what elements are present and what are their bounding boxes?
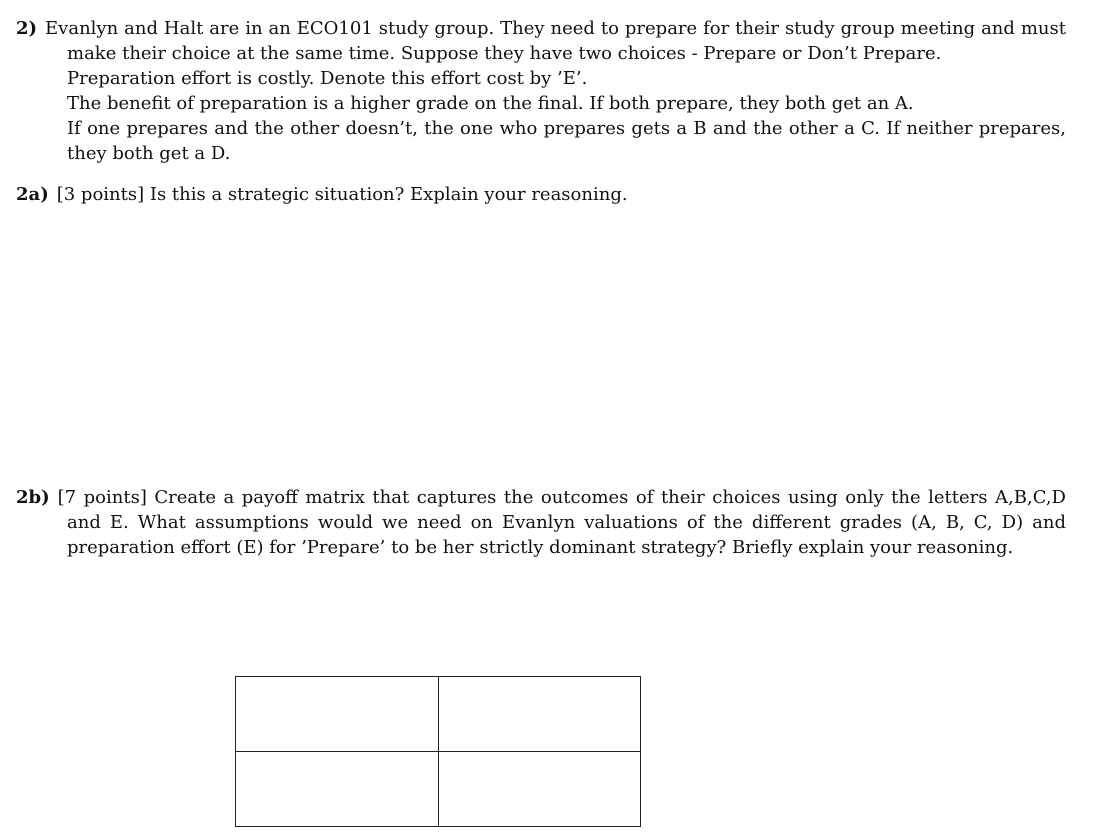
- payoff-matrix-row: [236, 752, 641, 827]
- payoff-matrix-cell[interactable]: [438, 752, 641, 827]
- payoff-matrix-cell[interactable]: [236, 752, 439, 827]
- payoff-matrix-cell[interactable]: [236, 677, 439, 752]
- question-2-line-1: Evanlyn and Halt are in an ECO101 study group. They need to prepare for their study group meeting and must make their choice at the same time. Suppose they have two choices - Prepare or Don’t Prepare.: [45, 18, 1066, 64]
- question-2a: [16, 182, 1066, 207]
- question-2-line-3: The benefit of preparation is a higher grade on the final. If both prepare, they both get an A.: [67, 93, 914, 114]
- payoff-matrix-grid: [235, 676, 641, 827]
- payoff-matrix-cell[interactable]: [438, 677, 641, 752]
- question-2b: [16, 485, 1066, 560]
- question-2-line-2: Preparation effort is costly. Denote this effort cost by ’E’.: [67, 68, 588, 89]
- question-2b-text: [7 points] Create a payoff matrix that captures the outcomes of their choices using only the letters A,B,C,D and E. What assumptions would we need on Evanlyn valuations of the different grades (A, B, C, D) and preparation effort (E) for ’Prepare’ to be her strictly dominant strategy? Briefly explain your reasoning.: [57, 487, 1066, 558]
- question-2-line-4: If one prepares and the other doesn’t, the one who prepares gets a B and the other a C. If neither prepares, they both get a D.: [67, 118, 1066, 164]
- payoff-matrix-row: [236, 677, 641, 752]
- question-2a-text: [3 points] Is this a strategic situation? Explain your reasoning.: [56, 184, 628, 205]
- question-2b-label: 2b): [16, 487, 50, 508]
- question-2-label: 2): [16, 18, 38, 39]
- question-2: [16, 16, 1066, 166]
- question-2a-label: 2a): [16, 184, 49, 205]
